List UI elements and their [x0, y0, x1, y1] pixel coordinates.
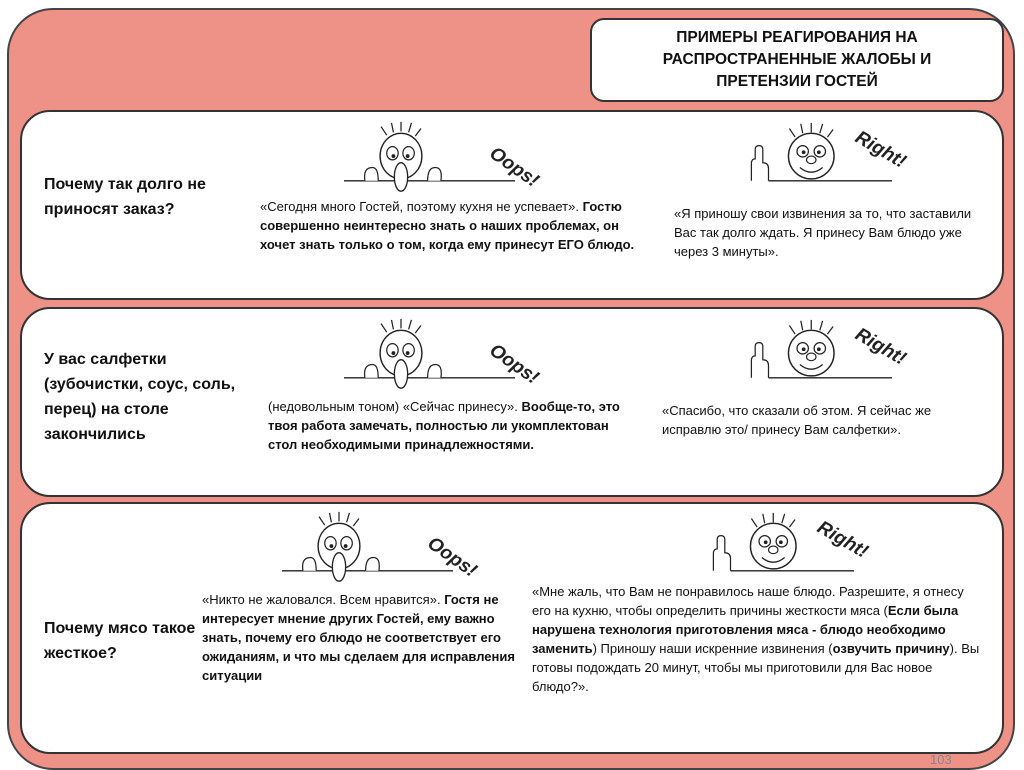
complaint-panel-1 — [20, 110, 1004, 300]
wrong-response — [202, 590, 522, 685]
oops-face-icon — [344, 120, 543, 195]
oops-face-icon — [282, 510, 481, 585]
right-label: Right! — [851, 127, 910, 173]
complaint-question: Почему мясо такое жесткое? — [44, 620, 196, 662]
wrong-response-text: «Никто не жаловался. Всем нравится». — [202, 592, 441, 607]
right-response-bold: Если была нарушена технология приготовления мяса - блюдо необходимо заменить — [532, 603, 959, 656]
wrong-response — [260, 197, 650, 254]
oops-face-icon — [344, 317, 543, 392]
right-response-part: ). Вы готовы подождать 20 минут, чтобы мы приготовили для Вас новое блюдо?». — [532, 641, 980, 694]
right-response: «Я приношу свои извинения за то, что заставили Вас так долго ждать. Я принесу Вам блюдо уже через 3 минуты». — [674, 206, 972, 259]
slide-title-box — [590, 18, 1004, 102]
oops-label: Oops! — [485, 142, 543, 192]
oops-label: Oops! — [423, 532, 481, 582]
wrong-response-explanation: Гостя не интересует мнение других Гостей, ему важно знать, почему его блюдо не соответствует его ожиданиям, и что мы сделаем для исправления ситуации — [202, 592, 515, 683]
right-response-part: ) Приношу наши искренние извинения ( — [592, 641, 833, 656]
slide-title: ПРИМЕРЫ РЕАГИРОВАНИЯ НА РАСПРОСТРАНЕННЫЕ ЖАЛОБЫ И ПРЕТЕНЗИИ ГОСТЕЙ — [662, 29, 932, 90]
wrong-response-explanation: Вообще-то, это твоя работа замечать, полностью ли укомплектован стол необходимыми принадлежностями. — [268, 399, 620, 452]
complaint-panel-2 — [20, 307, 1004, 497]
right-response-part: «Мне жаль, что Вам не понравилось наше блюдо. Разрешите, я отнесу его на кухню, чтобы определить причины жесткости мяса ( — [532, 584, 964, 618]
right-label: Right! — [851, 324, 910, 370]
right-face-icon — [702, 510, 892, 585]
right-response — [532, 582, 982, 696]
complaint-question: У вас салфетки (зубочистки, соус, соль, перец) на столе закончились — [44, 351, 236, 443]
right-face-icon — [740, 317, 930, 392]
wrong-response-explanation: Гостю совершенно неинтересно знать о наших проблемах, он хочет знать только о том, когда ему принесут ЕГО блюдо. — [260, 199, 635, 252]
oops-label: Oops! — [485, 339, 543, 389]
right-response-bold: озвучить причину — [832, 641, 950, 656]
complaint-question: Почему так долго не приносят заказ? — [44, 176, 206, 218]
complaint-panel-3 — [20, 502, 1004, 754]
right-face-icon — [740, 120, 930, 195]
wrong-response — [268, 397, 636, 454]
right-response: «Спасибо, что сказали об этом. Я сейчас же исправлю это/ принесу Вам салфетки». — [662, 403, 932, 437]
wrong-response-text: (недовольным тоном) «Сейчас принесу». — [268, 399, 518, 414]
page-number: 103 — [930, 752, 952, 767]
wrong-response-text: «Сегодня много Гостей, поэтому кухня не успевает». — [260, 199, 579, 214]
right-label: Right! — [813, 517, 872, 563]
